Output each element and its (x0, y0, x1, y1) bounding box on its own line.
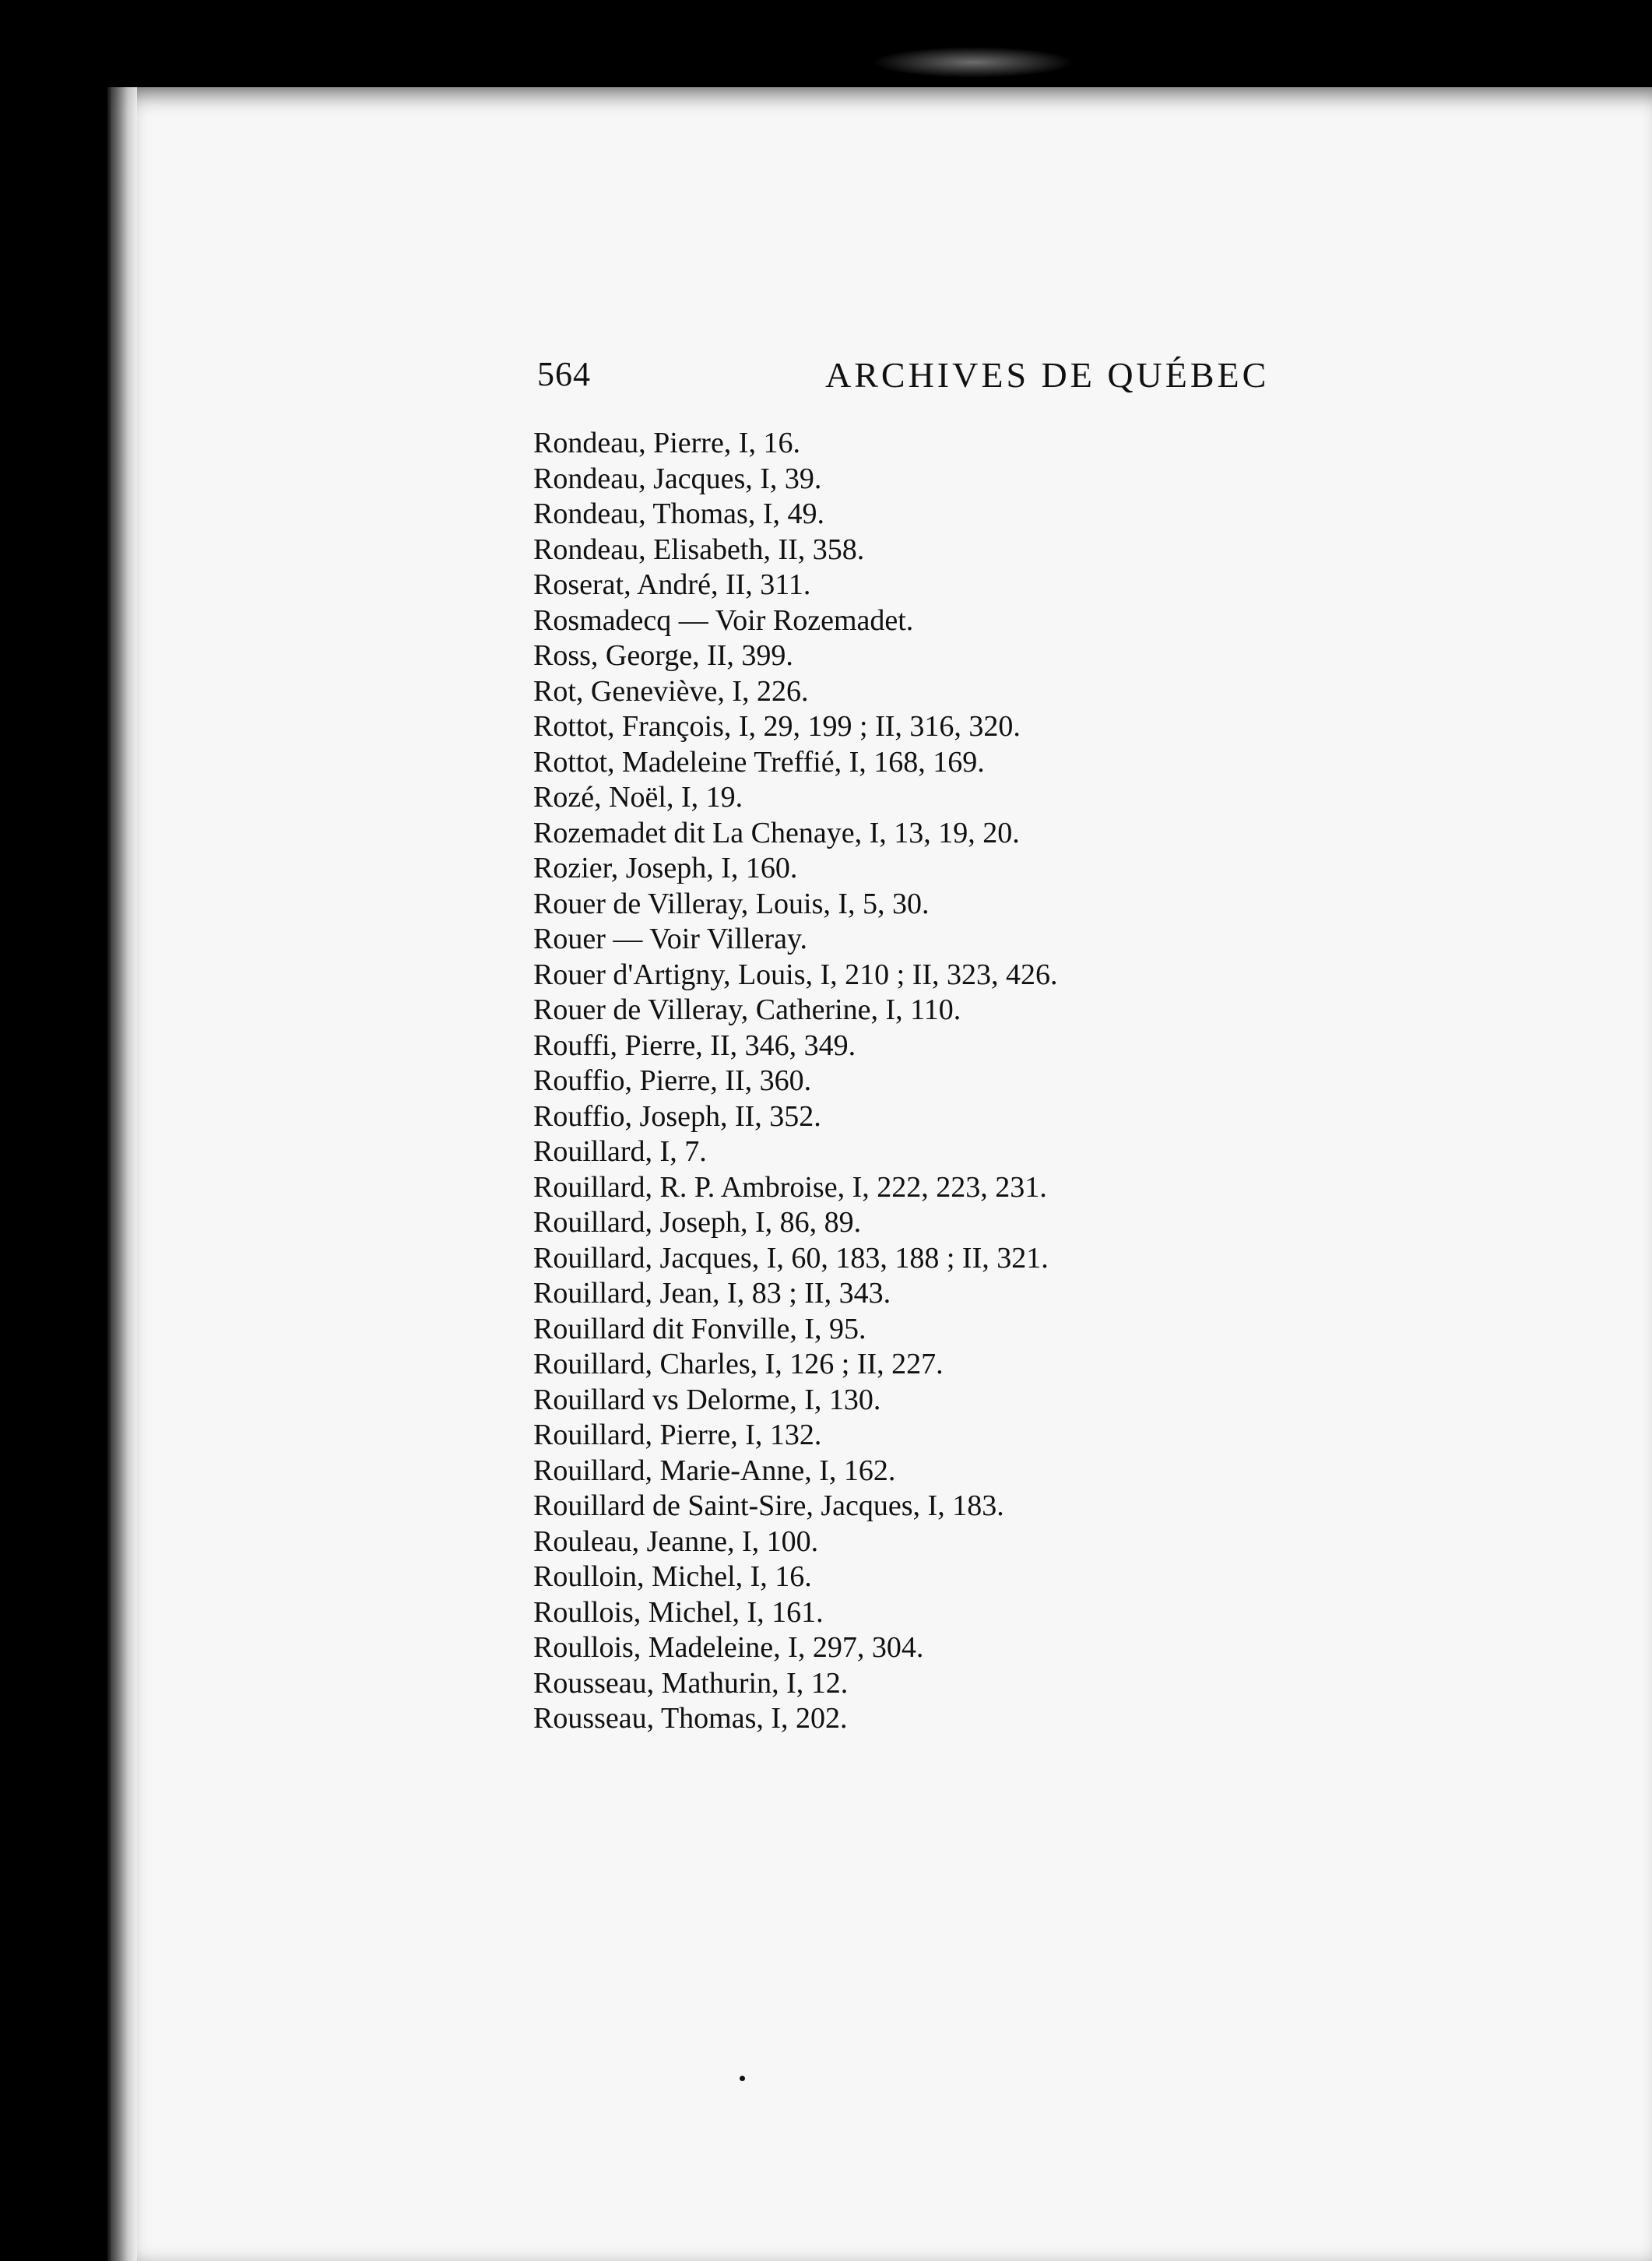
index-entry: Rouillard, Marie-Anne, I, 162. (533, 1454, 896, 1487)
index-entry: Rouillard de Saint-Sire, Jacques, I, 183. (533, 1489, 1004, 1522)
index-entry: Rousseau, Mathurin, I, 12. (533, 1666, 849, 1700)
index-entry: Rouillard, Jean, I, 83 ; II, 343. (533, 1277, 891, 1310)
index-entry: Rouer d'Artigny, Louis, I, 210 ; II, 323, 426. (533, 958, 1058, 991)
index-entry: Ross, George, II, 399. (533, 639, 793, 672)
index-entry: Rouillard vs Delorme, I, 130. (533, 1383, 881, 1416)
index-entry: Rondeau, Pierre, I, 16. (533, 427, 800, 459)
index-entry: Rouillard, Pierre, I, 132. (533, 1419, 822, 1451)
page-edge-shadow (107, 87, 137, 2261)
index-entry: Rouffio, Pierre, II, 360. (533, 1064, 812, 1097)
index-entry: Rondeau, Thomas, I, 49. (533, 498, 824, 530)
index-entry: Rousseau, Thomas, I, 202. (533, 1702, 848, 1735)
index-entry: Roserat, André, II, 311. (533, 568, 811, 601)
index-entry: Rozemadet dit La Chenaye, I, 13, 19, 20. (533, 816, 1020, 849)
stray-dot (740, 2076, 745, 2081)
index-list (533, 426, 1351, 1737)
index-entry: Rouillard, Charles, I, 126 ; II, 227. (533, 1348, 944, 1380)
index-entry: Rouillard, Jacques, I, 60, 183, 188 ; II, 321. (533, 1241, 1049, 1275)
index-entry: Roullois, Michel, I, 161. (533, 1595, 824, 1629)
index-entry: Rouillard, I, 7. (533, 1135, 707, 1168)
index-entry: Roullois, Madeleine, I, 297, 304. (533, 1631, 924, 1664)
index-entry: Rottot, Madeleine Treffié, I, 168, 169. (533, 745, 985, 779)
index-entry: Rouillard, Joseph, I, 86, 89. (533, 1206, 862, 1239)
page-number: 564 (537, 355, 591, 393)
index-entry: Rondeau, Elisabeth, II, 358. (533, 533, 865, 566)
page-header (537, 354, 1300, 409)
index-entry: Rouer de Villeray, Catherine, I, 110. (533, 993, 961, 1026)
index-entry: Rondeau, Jacques, I, 39. (533, 462, 822, 495)
index-entry: Rouillard dit Fonville, I, 95. (533, 1312, 866, 1345)
index-entry: Rouffi, Pierre, II, 346, 349. (533, 1029, 856, 1062)
index-entry: Roulloin, Michel, I, 16. (533, 1560, 812, 1593)
running-title: ARCHIVES DE QUÉBEC (825, 355, 1270, 395)
index-entry: Rouer de Villeray, Louis, I, 5, 30. (533, 887, 930, 920)
index-entry: Rottot, François, I, 29, 199 ; II, 316, 320. (533, 710, 1021, 743)
index-entry: Rosmadecq — Voir Rozemadet. (533, 603, 914, 637)
index-entry: Rouillard, R. P. Ambroise, I, 222, 223, 231. (533, 1170, 1047, 1204)
index-entry: Rouer — Voir Villeray. (533, 923, 808, 955)
index-entry: Rouffio, Joseph, II, 352. (533, 1099, 821, 1133)
scan-artifact (872, 47, 1074, 78)
index-entry: Rouleau, Jeanne, I, 100. (533, 1524, 819, 1558)
index-entry: Rot, Geneviève, I, 226. (533, 674, 809, 708)
index-entry: Rozé, Noël, I, 19. (533, 781, 743, 814)
index-entry: Rozier, Joseph, I, 160. (533, 852, 798, 884)
